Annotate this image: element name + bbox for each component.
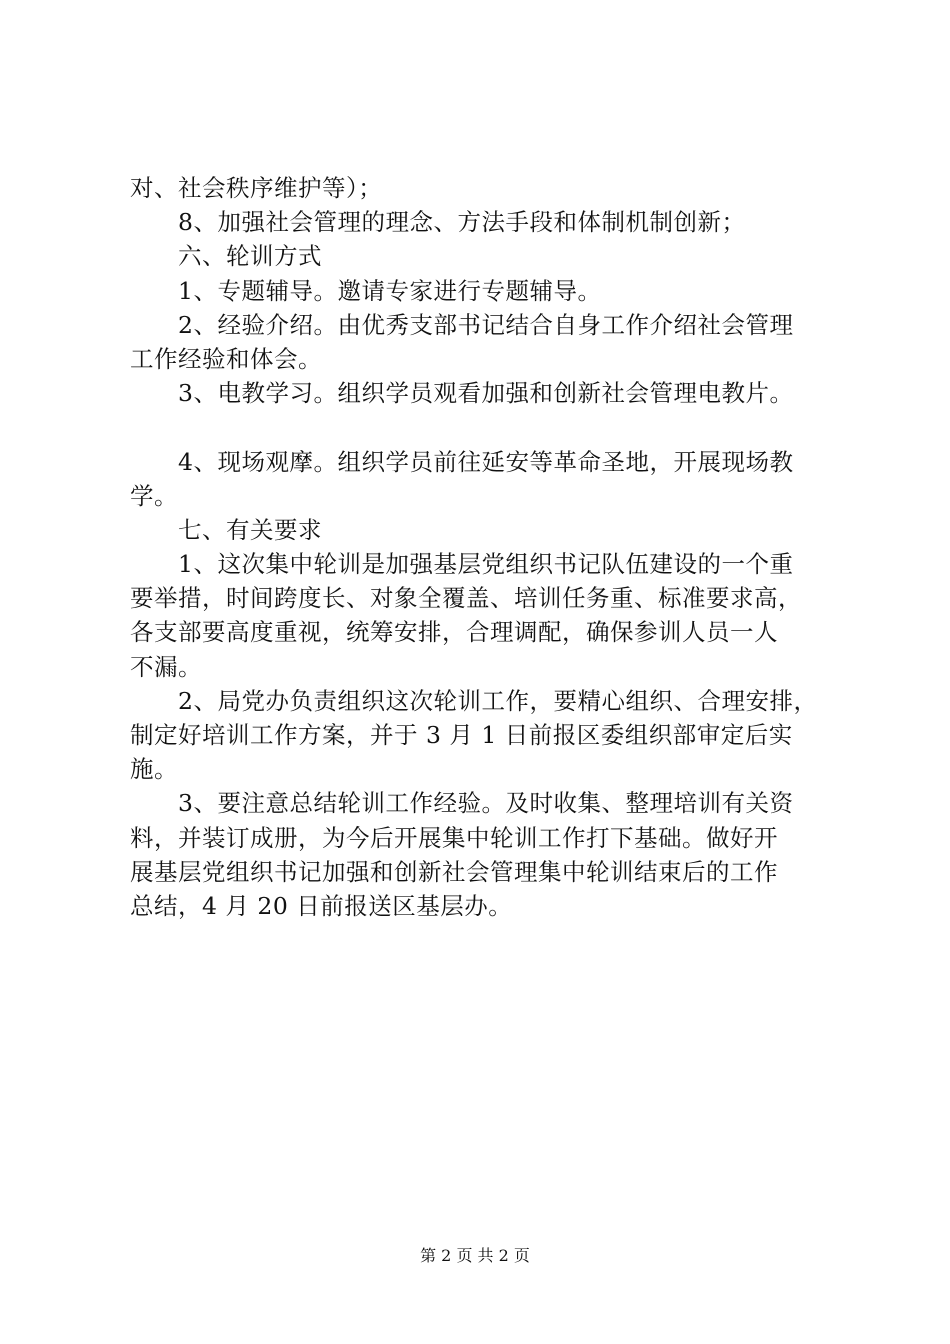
text-line: 8、加强社会管理的理念、方法手段和体制机制创新； — [178, 208, 746, 237]
text-line: 对、社会秩序维护等）； — [130, 174, 383, 202]
text-line: 展基层党组织书记加强和创新社会管理集中轮训结束后的工作 — [130, 857, 778, 886]
text-line: 1、专题辅导。邀请专家进行专题辅导。 — [178, 276, 602, 305]
page-footer: 第 2 页 共 2 页 — [420, 1246, 530, 1265]
text-line: 七、有关要求 — [178, 515, 322, 544]
text-line: 学。 — [130, 481, 178, 510]
text-line: 各支部要高度重视，统筹安排，合理调配，确保参训人员一人 — [130, 618, 778, 647]
text-line: 六、轮训方式 — [178, 242, 322, 271]
text-line: 3、电教学习。组织学员观看加强和创新社会管理电教片。 — [178, 379, 794, 408]
text-line: 要举措，时间跨度长、对象全覆盖、培训任务重、标准要求高， — [130, 584, 802, 613]
text-line: 2、经验介绍。由优秀支部书记结合自身工作介绍社会管理 — [178, 310, 794, 339]
text-line: 4、现场观摩。组织学员前往延安等革命圣地，开展现场教 — [178, 447, 794, 476]
blank-line — [130, 410, 830, 444]
text-line: 施。 — [130, 755, 178, 784]
text-line: 不漏。 — [130, 652, 202, 681]
text-line: 3、要注意总结轮训工作经验。及时收集、整理培训有关资 — [178, 789, 794, 818]
text-line: 1、这次集中轮训是加强基层党组织书记队伍建设的一个重 — [178, 550, 794, 579]
text-line: 2、局党办负责组织这次轮训工作，要精心组织、合理安排， — [178, 686, 818, 715]
text-line: 料，并装订成册，为今后开展集中轮训工作打下基础。做好开 — [130, 823, 778, 852]
document-body — [130, 171, 830, 923]
text-line: 制定好培训工作方案，并于 3 月 1 日前报区委组织部审定后实 — [130, 721, 793, 749]
text-line: 总结，4 月 20 日前报送区基层办。 — [130, 891, 513, 920]
text-line: 工作经验和体会。 — [130, 344, 322, 373]
